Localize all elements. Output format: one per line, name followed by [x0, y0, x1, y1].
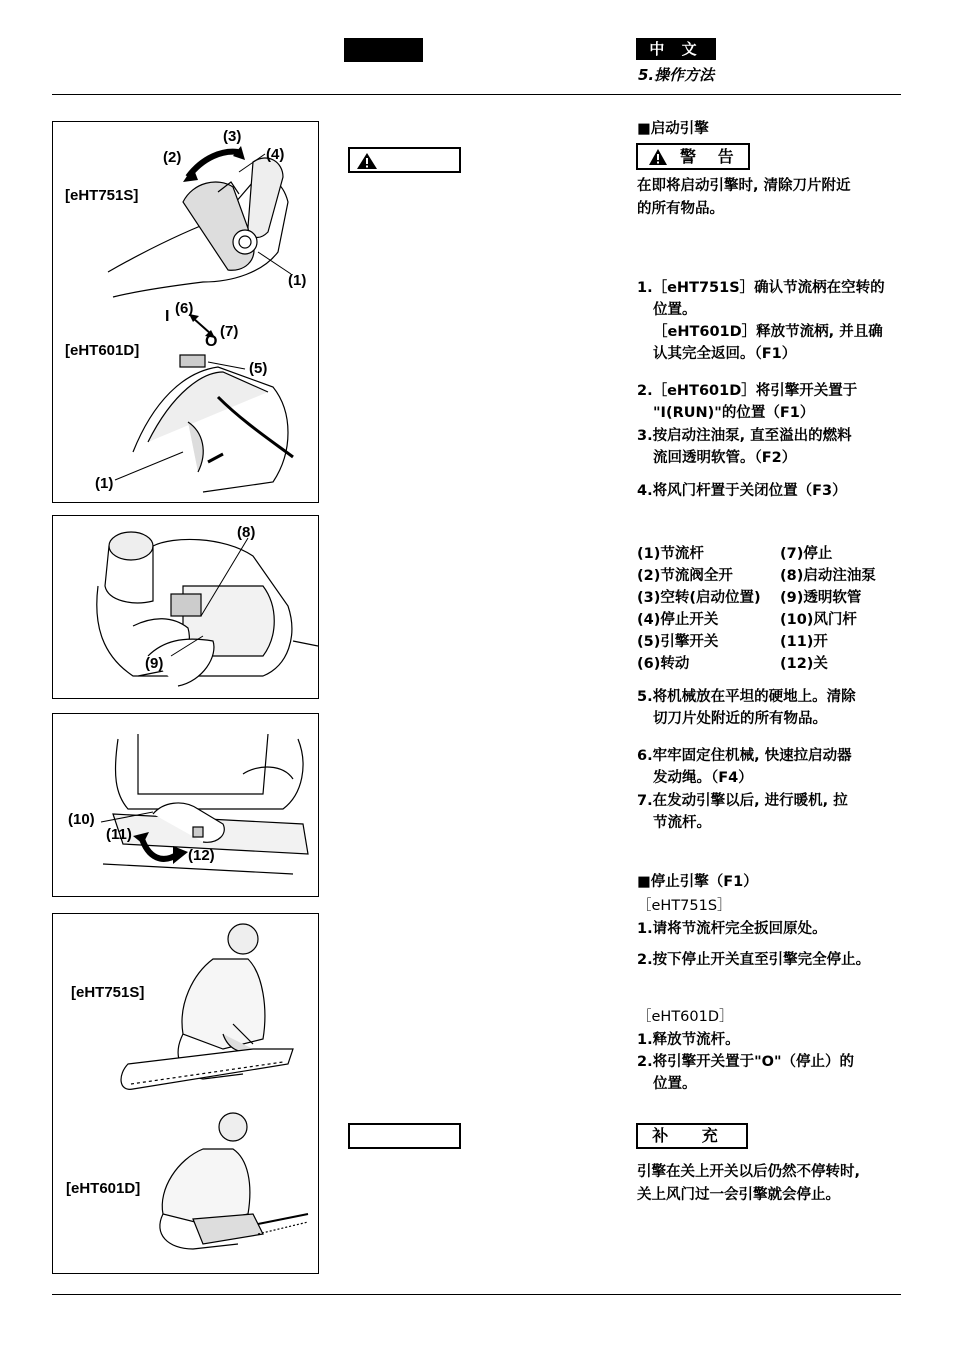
label-9: (9) [145, 655, 164, 672]
stop-model-601: ［eHT601D］ [637, 1009, 734, 1025]
language-tab: 中 文 [636, 38, 716, 60]
label-5: (5) [249, 360, 268, 377]
step-3: 3.按启动注油泵, 直至溢出的燃料 [637, 428, 852, 444]
warning-icon [356, 151, 378, 171]
label-1-top: (1) [288, 272, 307, 289]
figure-posture-drawing [53, 914, 318, 1273]
label-4: (4) [266, 146, 285, 163]
legend-3: (3)空转(启动位置) [637, 590, 761, 606]
figure-throttle-switch [52, 121, 319, 503]
stop-symbol: O [205, 333, 218, 350]
stop-751-step-2: 2.按下停止开关直至引擎完全停止。 [637, 952, 871, 968]
step-7-cont: 节流杆。 [653, 815, 711, 831]
label-8: (8) [237, 524, 256, 541]
warning-text-2: 的所有物品。 [637, 201, 724, 217]
label-6: (6) [175, 300, 194, 317]
warning-label: 警 告 [680, 147, 742, 166]
stop-601-step-2-cont: 位置。 [653, 1076, 697, 1092]
legend-2: (2)节流阀全开 [637, 568, 733, 584]
figure-choke-drawing [53, 714, 318, 896]
legend-4: (4)停止开关 [637, 612, 719, 628]
figure-starting-posture [52, 913, 319, 1274]
legend-7: (7)停止 [780, 546, 833, 562]
legend-9: (9)透明软管 [780, 590, 862, 606]
supplement-text-2: 关上风门过一会引擎就会停止。 [637, 1187, 840, 1203]
legend-5: (5)引擎开关 [637, 634, 719, 650]
step-4: 4.将风门杆置于关闭位置（F3） [637, 483, 847, 499]
label-7: (7) [220, 323, 239, 340]
model-label-601: [eHT601D] [65, 342, 140, 359]
step-2: 2.［eHT601D］将引擎开关置于 [637, 383, 858, 399]
warning-label-box [636, 143, 750, 170]
legend-1: (1)节流杆 [637, 546, 704, 562]
legend-12: (12)关 [780, 656, 828, 672]
footer-rule [52, 1294, 901, 1295]
model-label-601-posture: [eHT601D] [66, 1180, 141, 1197]
stop-601-step-2: 2.将引擎开关置于"O"（停止）的 [637, 1054, 855, 1070]
stop-751-step-1: 1.请将节流杆完全扳回原处。 [637, 921, 827, 937]
label-1-bottom: (1) [95, 475, 114, 492]
step-1-601: ［eHT601D］释放节流柄, 并且确 [653, 324, 883, 340]
step-1-601-cont: 认其完全返回。（F1） [653, 346, 797, 362]
label-10: (10) [68, 811, 95, 828]
label-3: (3) [223, 128, 242, 145]
legend-6: (6)转动 [637, 656, 690, 672]
legend-8: (8)启动注油泵 [780, 568, 876, 584]
label-12: (12) [188, 847, 215, 864]
model-label-751-posture: [eHT751S] [71, 984, 145, 1001]
step-5-cont: 切刀片处附近的所有物品。 [653, 711, 827, 727]
step-3-cont: 流回透明软管。（F2） [653, 450, 797, 466]
figure-primer-drawing [53, 516, 318, 698]
stop-601-step-1: 1.释放节流杆。 [637, 1032, 740, 1048]
step-1: 1.［eHT751S］确认节流柄在空转的 [637, 280, 885, 296]
step-2-cont: "I(RUN)"的位置（F1） [653, 405, 815, 421]
start-heading: ■启动引擎 [637, 121, 709, 137]
warning-text-1: 在即将启动引擎时, 清除刀片附近 [637, 178, 851, 194]
stop-heading: ■停止引擎（F1） [637, 874, 758, 890]
step-5: 5.将机械放在平坦的硬地上。清除 [637, 689, 856, 705]
legend-10: (10)风门杆 [780, 612, 857, 628]
section-title: 5.操作方法 [638, 66, 715, 84]
figure-choke-lever [52, 713, 319, 897]
supplement-label: 补 充 [636, 1123, 748, 1149]
header-rule [52, 94, 901, 95]
supplement-text-1: 引擎在关上开关以后仍然不停转时, [637, 1164, 861, 1180]
middle-note-box [348, 1123, 461, 1149]
step-7: 7.在发动引擎以后, 进行暖机, 拉 [637, 793, 848, 809]
run-symbol: I [165, 308, 170, 325]
label-11: (11) [106, 826, 132, 843]
warning-icon [648, 148, 668, 166]
middle-warning-box [348, 147, 461, 173]
stop-model-751: ［eHT751S］ [637, 898, 732, 914]
step-6-cont: 发动绳。（F4） [653, 770, 753, 786]
model-label-751: [eHT751S] [65, 187, 139, 204]
step-1-cont: 位置。 [653, 302, 697, 318]
figure-primer-pump [52, 515, 319, 699]
label-2: (2) [163, 149, 182, 166]
legend-11: (11)开 [780, 634, 828, 650]
header-black-tab [344, 38, 423, 62]
step-6: 6.牢牢固定住机械, 快速拉启动器 [637, 748, 852, 764]
